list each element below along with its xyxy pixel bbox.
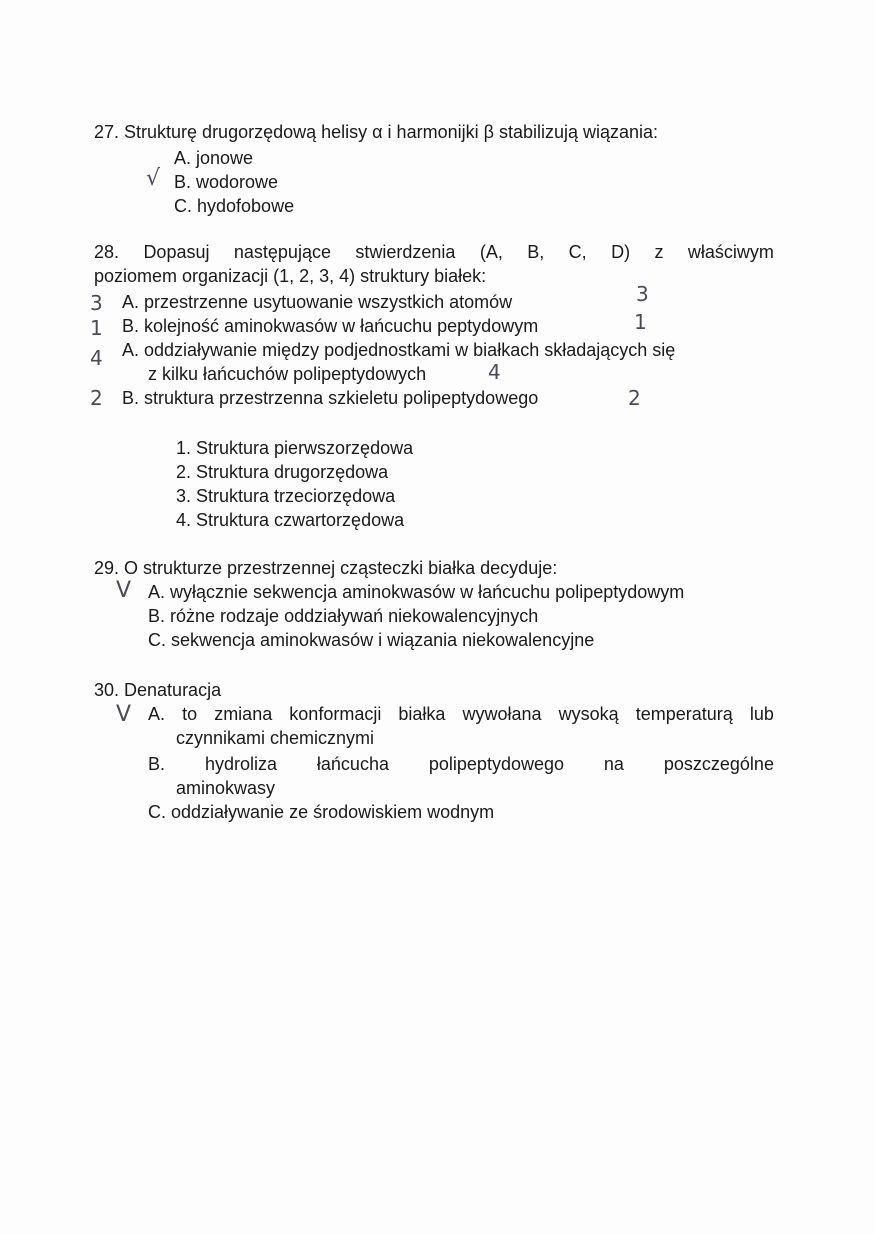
q28-level-1: 1. Struktura pierwszorzędowa [176,438,414,458]
q30-b-word: polipeptydowego [428,754,564,774]
q28-question-line1 [94,240,774,264]
q27-option-a: A. jonowe [174,148,254,168]
q29-question: 29. O strukturze przestrzennej cząsteczki białka decyduje: [94,558,558,578]
q28-statement-b1: B. kolejność aminokwasów w łańcuchu peptydowym [122,316,539,336]
q28-word: stwierdzenia [355,242,456,262]
q29-option-c: C. sekwencja aminokwasów i wiązania niekowalencyjne [148,630,595,650]
q28-statement-a1: A. przestrzenne usytuowanie wszystkich atomów [122,292,513,312]
q29-option-b: B. różne rodzaje oddziaływań niekowalencyjnych [148,606,539,626]
q28-word: D) [611,242,631,262]
q30-a-word: konformacji [289,704,382,724]
q30-b-word: na [603,754,624,774]
q30-option-b-line2: aminokwasy [176,778,276,798]
q28-right-mark-4: 2 [628,386,641,410]
q28-level-2: 2. Struktura drugorzędowa [176,462,389,482]
q28-question-line2: poziomem organizacji (1, 2, 3, 4) struktury białek: [94,266,487,286]
q28-word: z [654,242,664,262]
q30-option-c: C. oddziaływanie ze środowiskiem wodnym [148,802,495,822]
q28-word: C, [568,242,587,262]
q30-a-word: wysoką [558,704,619,724]
q30-b-word: poszczególne [663,754,774,774]
q30-a-word: lub [749,704,774,724]
q28-statement-a2-continued: z kilku łańcuchów polipeptydowych [148,364,427,384]
q28-statement-a2: A. oddziaływanie między podjednostkami w białkach składających się [122,340,676,360]
q30-a-word: zmiana [214,704,273,724]
q27-question: 27. Strukturę drugorzędową helisy α i harmonijki β stabilizują wiązania: [94,122,659,142]
q28-left-mark-4: 2 [90,386,103,410]
q30-b-word: łańcucha [316,754,389,774]
q30-b-word: B. [148,754,166,774]
q30-option-a-line1 [148,702,774,726]
q28-level-3: 3. Struktura trzeciorzędowa [176,486,396,506]
q30-a-word: wywołana [462,704,542,724]
q30-a-word: temperaturą [635,704,733,724]
q28-statement-b2: B. struktura przestrzenna szkieletu polipeptydowego [122,388,539,408]
q30-question: 30. Denaturacja [94,680,222,700]
q28-word: następujące [233,242,331,262]
q29-check-mark: V [116,578,132,603]
q28-left-mark-3: 4 [90,346,103,370]
q30-option-a-line2: czynnikami chemicznymi [176,728,375,748]
q30-a-word: białka [398,704,446,724]
q28-word: (A, [479,242,503,262]
q28-level-4: 4. Struktura czwartorzędowa [176,510,405,530]
q30-a-word: A. [148,704,166,724]
q28-word: B, [527,242,545,262]
q30-a-word: to [182,704,198,724]
q28-word: 28. [94,242,120,262]
q30-b-word: hydroliza [204,754,277,774]
q28-left-mark-1: 3 [90,291,103,315]
q27-check-mark: √ [146,166,161,191]
q30-option-b-line1 [148,752,774,776]
q28-word: właściwym [687,242,774,262]
q28-word: Dopasuj [143,242,210,262]
q28-right-mark-1: 3 [636,282,649,306]
q28-left-mark-2: 1 [90,316,103,340]
q27-option-c: C. hydofobowe [174,196,295,216]
q29-option-a: A. wyłącznie sekwencja aminokwasów w łańcuchu polipeptydowym [148,582,685,602]
q28-right-mark-3: 4 [488,360,501,384]
q28-right-mark-2: 1 [634,310,647,334]
q30-check-mark: V [116,702,132,727]
q27-option-b: B. wodorowe [174,172,279,192]
